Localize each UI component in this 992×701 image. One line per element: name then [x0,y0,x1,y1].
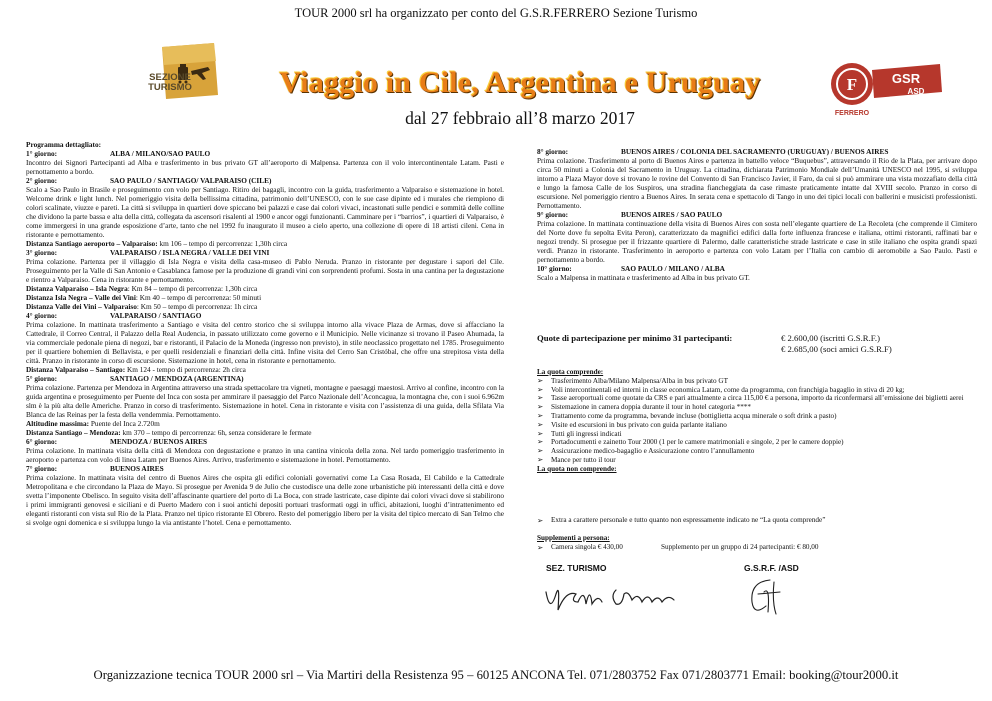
price-values [781,333,981,355]
single-room-supplement: ➢ Camera singola € 430,00 [537,543,623,552]
program-right-column [537,147,977,282]
day-4-text: Prima colazione. In mattinata trasferimento a Santiago e visita del centro storico che si sviluppa intorno alla vivace Plaza de Armas, dove si affacciano la Cattedrale, il Correo Central, il Palazzo della Real Audencia, in passato utilizzato come governo e il Municipio. Nelle vicinanze si trovano il Paseo Ahumada, la via commerciale pedonale piena di negozi, bar e ristoranti, il Palacio de la Moneda (ingresso non previsto), in stile neoclassico progettato nel 1785. Proseguimento per il quartiere bohemien di Bellavista, e per quelli residenziali e finanziari della città. Infine visita del Cerro San Cristóbal, che offre una strepitosa vista della città. Pranzo in ristorante in corso di escursione. Sistemazione in hotel, cena in ristorante e pernottamento. [26,320,504,365]
day-4-distance: Distanza Valparaiso – Santiago: Km 124 - tempo di percorrenza: 2h circa [26,365,246,374]
day-5-distance: Distanza Santiago – Mendoza: km 370 – tempo di percorrenza: 6h, senza considerare le fermate [26,428,312,437]
day-2-header: 2° giorno: SAO PAULO / SANTIAGO/ VALPARAISO (CILE) [26,176,272,185]
day-3-text: Prima colazione. Partenza per il villaggio di Isla Negra e visita della casa-museo di Pablo Neruda. Pranzo in ristorante per degustare i sapori del Cile. Proseguimento per la Valle di San Antonio e Casablanca famose per la produzione di grandi vini con sorprendenti profumi. Sosta in una cantina per la degustazione e rientro a Valparaiso. Cena in ristorante e pernottamento. [26,257,504,284]
list-item: ➢ Voli intercontinentali ed interni in classe economica Latam, come da programma, con franchigia bagaglio in stiva di 20 kg; [537,386,977,395]
list-item: ➢ Tasse aeroportuali come quotate da CRS e pari attualmente a circa 115,00 € a persona, importo da riconfermarsi all’emissione dei biglietti aerei [537,394,977,403]
excludes-heading: La quota non comprende: [537,464,617,473]
sezione-turismo-label: SEZIONE TURISMO [148,72,192,93]
list-item: ➢ Visite ed escursioni in bus privato con guida parlante italiano [537,421,977,430]
day-5-header: 5° giorno: SANTIAGO / MENDOZA (ARGENTINA) [26,374,244,383]
svg-text:F: F [846,75,858,94]
day-8-header: 8° giorno: BUENOS AIRES / COLONIA DEL SACRAMENTO (URUGUAY) / BUENOS AIRES [537,147,889,156]
day-5-text: Prima colazione. Partenza per Mendoza in Argentina attraverso una strada spettacolare tra vigneti, montagne e paesaggi maestosi. Arrivo al confine, incontro con la guida argentina e proseguimento per Puente del Inca con sosta per ammirare il paesaggio del Parco Nazionale dell’Aconcagua, la montagna che, con i suoi 6.962m slm è la più alta delle Americhe. Pranzo in corso di trasferimento. Sistemazione in hotel. Cena in ristorante e visita con l’assistenza di una guida, della Sfilata Via Blanca de las Reinas per la festa della vendemmia. Pernottamento. [26,383,504,419]
day-3-distance-3: Distanza Valle dei Vini – Valparaiso: Km 50 – tempo di percorrenza: 1h circa [26,302,258,311]
header-line: TOUR 2000 srl ha organizzato per conto del G.S.R.FERRERO Sezione Turismo [294,6,698,20]
list-item: ➢ Tutti gli ingressi indicati [537,430,977,439]
excludes-block [537,516,977,525]
gsr-ferrero-logo [828,58,948,118]
includes-block [537,368,977,474]
signature-label-gsrf: G.S.R.F. /ASD [744,563,799,573]
list-item: ➢ Extra a carattere personale e tutto quanto non espressamente indicato ne “La quota comprende” [537,516,977,525]
date-subtitle: dal 27 febbraio all’8 marzo 2017 [405,108,635,128]
day-4-header: 4° giorno: VALPARAISO / SANTIAGO [26,311,202,320]
day-3-header: 3° giorno: VALPARAISO / ISLA NEGRA / VALLE DEI VINI [26,248,270,257]
price-label: Quote di partecipazione per minimo 31 partecipanti: [537,333,733,343]
ferrero-text: FERRERO [834,110,870,117]
day-3-distance-1: Distanza Valparaiso – Isla Negra: Km 84 – tempo di percorrenza: 1,30h circa [26,284,258,293]
day-1-header: 1° giorno: ALBA / MILANO/SAO PAULO [26,149,211,158]
day-9-text: Prima colazione. In mattinata continuazione della visita di Buenos Aires con sosta nell’elegante quartiere de La Recoleta (che comprende il Cimitero del Norte dove fu sepolta Evita Peron), caratterizzato da magnifici edifici dalla forte influenza francese e italiana, ottimi ristoranti, raffinati bar e negozi trendy. Si prosegue per il frizzante quartiere di Palermo, dalle caratteristiche strade lastricate e case in stile italiano che ospita grandi spazi verdi. Pranzo in ristorante. Trasferimento in aeroporto e partenza con volo Latam per l’Italia con cambio di aeromobile a Sao Paulo. Pasti e pernottamento a bordo. [537,219,977,264]
day-7-text: Prima colazione. In mattinata visita del centro di Buenos Aires che ospita gli edifici coloniali governativi come La Casa Rosada, El Cabildo e la Cattedrale Metropolitana e che circondano la Plaza de Mayo. Si prosegue per Avenida 9 de Julio che custodisce una delle zone urbanistiche più interessanti della città e dove svetta l’imponente Obelisco. In seguito visita dell’affascinante quartiere del porto di La Boca, con strade lastricate, case dipinte dai colori vivaci dove si stabilirono i primi immigranti genovesi e siciliani e di Puerto Madero con i suoi antichi depositi portuari trasformati oggi in uffici, abitazioni, luoghi d’intrattenimento ed eleganti ristoranti con vista sul Rio de la Plata. Pranzo nel tipico ristorante El Obrero. Resto del pomeriggio libero per la visita del tipico mercato di San Telmo che si svolge ogni domenica e si sviluppa lungo la via antistante l’hotel. Cena e pernottamento. [26,473,504,527]
list-item: ➢ Mance per tutto il tour [537,456,977,465]
day-9-header: 9° giorno: BUENOS AIRES / SAO PAULO [537,210,723,219]
day-2-distance: Distanza Santiago aeroporto – Valparaiso: km 106 – tempo di percorrenza: 1,30h circa [26,239,288,248]
day-6-header: 6° giorno: MENDOZA / BUENOS AIRES [26,437,208,446]
asd-text: ASD [907,87,925,96]
day-2-text: Scalo a Sao Paulo in Brasile e proseguimento con volo per Santiago. Ritiro dei bagagli, incontro con la guida, trasferimento a Valparaiso e sistemazione in hotel. Welcome drink e light lunch. Nel pomeriggio visita della bellissima cittadina, patrimonio dell’UNESCO, con le sue case dipinte ed i murales che riempiono di colori scalinate, viuzze e pareti. La città si sviluppa in quartieri dove spiccano bei palazzi e case dai colori vivaci, incastonati sulle pendici e sommità delle colline che dividono la parte bassa e alta della città, collegata da ascensori risalenti al 1900 e ancor oggi funzionanti. Camminare per i “barrios”, i quartieri di Valparaiso, è come immergersi in una grande esposizione d’arte, tanto che nel 1992 fu inaugurato il museo a cielo aperto, una collezione di opere di 18 artisti cileni. Cena in ristorante e pernottamento. [26,185,504,239]
price-members: € 2.600,00 (iscritti G.S.R.F.) [781,333,880,343]
includes-heading: La quota comprende: [537,368,604,376]
day-8-text: Prima colazione. Trasferimento al porto di Buenos Aires e partenza in battello veloce “Buquebus”, attraversando il Rio de la Plata, per arrivare dopo circa 50 minuti a Colonia del Sacramento in Uruguay. La cittadina, dichiarata Patrimonio Mondiale dell’Umanità UNESCO nel 1995, si sviluppa intorno a Plaza Mayor dove si trovano le rovine del Convento di San Francisco Javier, il Faro, da cui si può ammirare una vista mozzafiato della città e lungo la famosa Calle de los Suspiros, una stradina fiancheggiata da case rimaste praticamente intatte dal XVIII secolo. Pranzo in corso di escursione. Nel pomeriggio rientro a Buenos Aires. In serata cena e spettacolo di Tango in uno dei tipici locali con ballerini e musicisti professionisti. Pernottamento. [537,156,977,210]
list-item: ➢ Trattamento come da programma, bevande incluse (bottiglietta acqua minerale o soft drink a pasto) [537,412,977,421]
list-item: ➢ Assicurazione medico-bagaglio e Assicurazione contro l’annullamento [537,447,977,456]
day-1-text: Incontro dei Signori Partecipanti ad Alba e trasferimento in bus privato GT all’aeroporto di Malpensa. Partenza con il volo intercontinentale Latam. Pasti e pernottamento a bordo. [26,158,504,176]
list-item: ➢ Trasferimento Alba/Milano Malpensa/Alba in bus privato GT [537,377,977,386]
day-3-distance-2: Distanza Isla Negra – Valle dei Vini: Km 40 – tempo di percorrenza: 50 minuti [26,293,262,302]
includes-list [537,377,977,465]
supplements-block [537,534,977,552]
price-friends: € 2.685,00 (soci amici G.S.R.F) [781,344,892,354]
list-item: ➢ Portadocumenti e zainetto Tour 2000 (1 per le camere matrimoniali e singole, 2 per le camere doppie) [537,438,977,447]
page-title: Viaggio in Cile, Argentina e Uruguay [279,66,761,99]
day-5-altitude: Altitudine massima: Puente del Inca 2.720m [26,419,160,428]
signature-label-sezione: SEZ. TURISMO [546,563,607,573]
supplements-heading: Supplementi a persona: [537,534,610,542]
day-10-header: 10° giorno: SAO PAULO / MILANO / ALBA [537,264,725,273]
handwritten-signature-right [740,572,790,622]
group-supplement: Supplemento per un gruppo di 24 partecipanti: € 80,00 [661,543,819,551]
day-6-text: Prima colazione. In mattinata visita della città di Mendoza con degustazione e pranzo in una cantina vinicola della zona. Nel tardo pomeriggio trasferimento in aeroporto e partenza con volo di linea Latam per Buenos Aires. Arrivo, trasferimento e sistemazione in hotel. Pernottamento. [26,446,504,464]
gsr-text: GSR [891,71,921,86]
program-left-column [26,140,504,527]
list-item: ➢ Sistemazione in camera doppia durante il tour in hotel categoria **** [537,403,977,412]
day-7-header: 7° giorno: BUENOS AIRES [26,464,164,473]
day-10-text: Scalo a Malpensa in mattinata e trasferimento ad Alba in bus privato GT. [537,273,750,282]
footer-contacts: Organizzazione tecnica TOUR 2000 srl – Via Martiri della Resistenza 95 – 60125 ANCONA Tel. 071/2803752 Fax 071/2803771 Email: booking@tour2000.it [93,668,899,682]
handwritten-signature-left [536,572,696,622]
program-heading: Programma dettagliato: [26,140,102,149]
